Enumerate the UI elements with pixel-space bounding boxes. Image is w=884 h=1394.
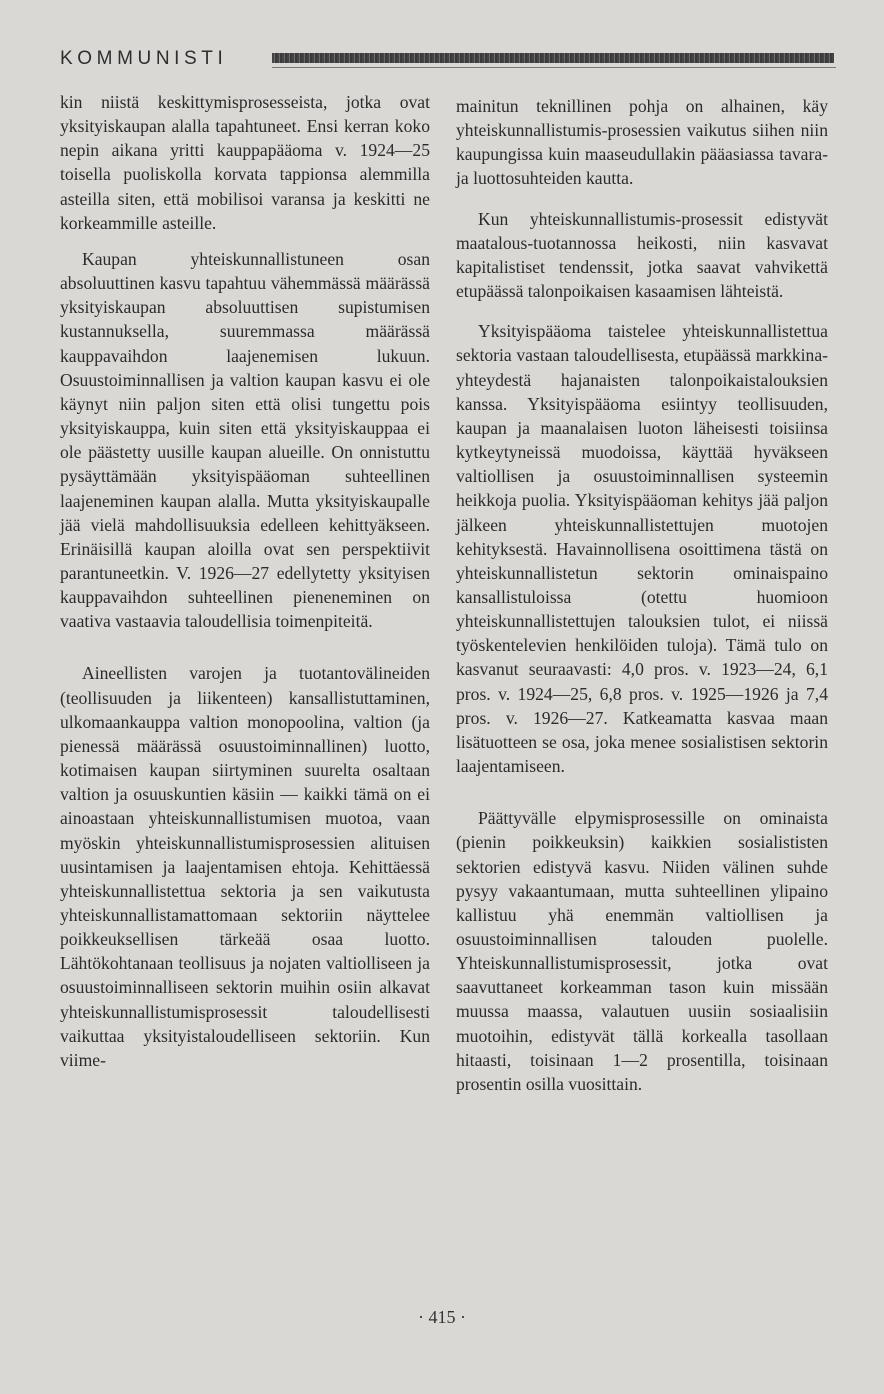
page-number-dot: ·	[455, 1307, 466, 1327]
running-header	[60, 46, 836, 72]
paragraph: Kun yhteiskunnallistumis-prosessit edistyvät maatalous-tuotannossa heikosti, niin kasvavat kapitalistiset tendenssit, jotka saavat vahvikettä etupäässä talonpoikaisen kasaamisen lähteistä.	[456, 208, 828, 302]
paragraph: Yksityispääoma taistelee yhteiskunnallistettua sektoria vastaan taloudellisesta, etupäässä markkina-yhteydestä hajanaisten talonpoikaistalouksien kanssa. Yksityispääoma esiintyy teollisuuden, kaupan ja maanalaisen luoton läheisesti toisiinsa kytkeytyneissä muodoissa, käyttää hyväkseen valtiollisen ja osuustoiminnallisen systeemin heikkoja puolia. Yksityispääoman kehitys jää paljon jälkeen yhteiskunnallistettujen muotojen kehityksestä. Havainnollisena osoittimena tästä on yhteiskunnallistetun sektorin ominaispaino kansallistuloissa (otettu huomioon yhteiskunnallistettujen talouksien tulot, ei niissä työskentelevien henkilöiden tuloja). Tämä tulo on kasvanut seuraavasti: 4,0 pros. v. 1923—24, 6,1 pros. v. 1924—25, 6,8 pros. v. 1925—1926 ja 7,4 pros. v. 1926—27. Katkeamatta kasvaa maan lisätuotteen se osa, joka menee sosialistisen sektorin laajentamiseen.	[456, 321, 828, 777]
paragraph: Kaupan yhteiskunnallistuneen osan absoluuttinen kasvu tapahtuu vähemmässä määrässä yksityiskaupan absoluuttisen supistumisen kustannuksella, suuremmassa määrässä kauppavaihdon laajenemisen lukuun. Osuustoiminnallisen ja valtion kaupan kasvu ei ole käynyt niin paljon siten että olisi tungettu pois yksityiskauppa, kuin siten että yksityiskauppaa ei ole päästetty uusille kaupan alueille. On onnistuttu pysäyttämään yksityispääoman suhteellinen laajeneminen kaupan alalla. Mutta yksityiskaupalle jää vielä mahdollisuuksia edelleen kehittyäkseen. Erinäisillä kaupan aloilla ovat sen perspektiivit parantuneetkin. V. 1926—27 edellytetty yksityisen kauppavaihdon suhteellinen pieneneminen on vaativa vastaavia taloudellisia toimenpiteitä.	[60, 248, 430, 632]
journal-title: KOMMUNISTI	[60, 48, 228, 69]
paragraph: kin niistä keskittymisprosesseista, jotka ovat yksityiskaupan alalla tapahtuneet. Ensi kerran koko nepin aikana yritti kauppapääoma v. 1924—25 toisella puoliskolla korvata tappionsa alemmilla asteilla siten, että mobilisoi varansa ja keskitti ne korkeammille asteille.	[60, 92, 430, 233]
page-number	[0, 1307, 884, 1328]
left-column	[60, 90, 430, 1072]
header-rule	[272, 53, 834, 63]
paragraph: Päättyvälle elpymisprosessille on ominaista (pienin poikkeuksin) kaikkien sosialististen sektorien edistyvä kasvu. Niiden välinen suhde pysyy vakaantumaan, mutta suhteellinen ylipaino kallistuu yhä enemmän valtiollisen ja osuustoiminnallisen talouden puolelle. Yhteiskunnallistumisprosessit, jotka ovat saavuttaneet korkeamman tason kuin missään muussa maassa, valautuen uusiin sosiaalisiin muotoihin, edistyvät tällä korkealla tasollaan hitaasti, toisinaan 1—2 prosentilla, toisinaan prosentin osilla vuosittain.	[456, 808, 828, 1094]
page-number-value: 415	[428, 1307, 456, 1327]
right-column	[456, 94, 828, 1096]
paragraph: mainitun teknillinen pohja on alhainen, käy yhteiskunnallistumis-prosessien vaikutus siihen niin kaupungissa kuin maaseudullakin pääasiassa tavara- ja luottosuhteiden kautta.	[456, 96, 828, 189]
paragraph: Aineellisten varojen ja tuotantovälineiden (teollisuuden ja liikenteen) kansallistuttaminen, ulkomaankauppa valtion monopoolina, valtion (ja pienessä määrässä osuustoiminnallinen) luotto, kotimaisen kaupan siirtyminen suurelta osaltaan valtion ja osuuskuntien käsiin — kaikki tämä on ei ainoastaan yhteiskunnallistumisen muotoa, vaan myöskin yhteiskunnallistumisprosessien alituisen uusintamisen ja laajentamisen ehtoja. Kehittäessä yhteiskunnallistettua sektoria ja sen vaikutusta yhteiskunnallistamattomaan sektoriin näyttelee poikkeuksellisen tärkeää osaa luotto. Lähtökohtanaan teollisuus ja nojaten valtiolliseen ja osuustoiminnalliseen sektorin muihin osiin alkavat yhteiskunnallistumisprosessit taloudellisesti vaikuttaa yksityistaloudelliseen sektoriin. Kun viime-	[60, 663, 430, 1070]
header-rule-thin	[272, 67, 836, 68]
page-number-dot: ·	[418, 1307, 429, 1327]
